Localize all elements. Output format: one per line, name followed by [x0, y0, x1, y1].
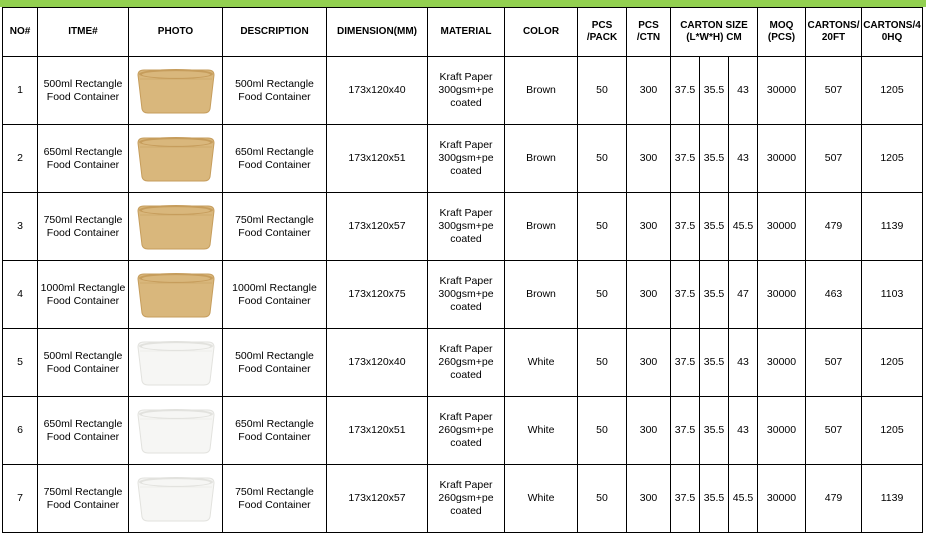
table-row [3, 261, 923, 329]
item-name-cell: 1000ml Rectangle Food Container [38, 261, 129, 329]
pcs-pack-cell: 50 [578, 193, 627, 261]
table-row [3, 193, 923, 261]
carton-height-cell: 43 [729, 329, 758, 397]
row-number-cell: 6 [3, 397, 38, 465]
description-cell: 650ml Rectangle Food Container [223, 125, 327, 193]
cartons-20ft-cell: 479 [806, 465, 862, 533]
food-container-image [129, 261, 222, 328]
cartons-20ft-cell: 507 [806, 329, 862, 397]
header-cartons-20ft: CARTONS/ 20FT [806, 8, 862, 57]
pcs-pack-cell: 50 [578, 465, 627, 533]
cartons-20ft-cell: 479 [806, 193, 862, 261]
moq-cell: 30000 [758, 397, 806, 465]
description-cell: 500ml Rectangle Food Container [223, 329, 327, 397]
description-cell: 500ml Rectangle Food Container [223, 57, 327, 125]
pcs-pack-cell: 50 [578, 125, 627, 193]
food-container-image [129, 193, 222, 260]
header-material: MATERIAL [428, 8, 505, 57]
dimension-cell: 173x120x51 [327, 397, 428, 465]
dimension-cell: 173x120x75 [327, 261, 428, 329]
row-number-cell: 1 [3, 57, 38, 125]
color-cell: White [505, 465, 578, 533]
carton-width-cell: 35.5 [700, 57, 729, 125]
color-cell: White [505, 397, 578, 465]
color-cell: Brown [505, 261, 578, 329]
pcs-pack-cell: 50 [578, 397, 627, 465]
item-name-cell: 500ml Rectangle Food Container [38, 329, 129, 397]
pcs-ctn-cell: 300 [627, 329, 671, 397]
cartons-40hq-cell: 1205 [862, 57, 923, 125]
carton-height-cell: 43 [729, 125, 758, 193]
material-cell: Kraft Paper 300gsm+pe coated [428, 57, 505, 125]
photo-cell [129, 465, 223, 533]
cartons-20ft-cell: 463 [806, 261, 862, 329]
food-container-image [129, 397, 222, 464]
moq-cell: 30000 [758, 329, 806, 397]
header-moq: MOQ (PCS) [758, 8, 806, 57]
top-accent-bar [0, 0, 926, 7]
carton-width-cell: 35.5 [700, 465, 729, 533]
header-description: DESCRIPTION [223, 8, 327, 57]
food-container-image [129, 329, 222, 396]
carton-width-cell: 35.5 [700, 329, 729, 397]
carton-length-cell: 37.5 [671, 329, 700, 397]
food-container-image [129, 125, 222, 192]
pcs-ctn-cell: 300 [627, 57, 671, 125]
cartons-40hq-cell: 1139 [862, 193, 923, 261]
photo-cell [129, 329, 223, 397]
table-row [3, 329, 923, 397]
pcs-ctn-cell: 300 [627, 125, 671, 193]
table-row [3, 125, 923, 193]
color-cell: Brown [505, 57, 578, 125]
cartons-20ft-cell: 507 [806, 125, 862, 193]
table-row [3, 57, 923, 125]
dimension-cell: 173x120x57 [327, 193, 428, 261]
item-name-cell: 750ml Rectangle Food Container [38, 465, 129, 533]
moq-cell: 30000 [758, 465, 806, 533]
carton-length-cell: 37.5 [671, 193, 700, 261]
row-number-cell: 3 [3, 193, 38, 261]
food-container-image [129, 465, 222, 532]
material-cell: Kraft Paper 300gsm+pe coated [428, 125, 505, 193]
header-photo: PHOTO [129, 8, 223, 57]
pcs-pack-cell: 50 [578, 261, 627, 329]
header-color: COLOR [505, 8, 578, 57]
carton-length-cell: 37.5 [671, 57, 700, 125]
dimension-cell: 173x120x51 [327, 125, 428, 193]
moq-cell: 30000 [758, 261, 806, 329]
header-no: NO# [3, 8, 38, 57]
photo-cell [129, 125, 223, 193]
photo-cell [129, 397, 223, 465]
carton-height-cell: 45.5 [729, 465, 758, 533]
material-cell: Kraft Paper 260gsm+pe coated [428, 397, 505, 465]
color-cell: Brown [505, 193, 578, 261]
pcs-ctn-cell: 300 [627, 397, 671, 465]
cartons-40hq-cell: 1205 [862, 125, 923, 193]
header-dimension: DIMENSION(MM) [327, 8, 428, 57]
material-cell: Kraft Paper 260gsm+pe coated [428, 329, 505, 397]
header-item: ITME# [38, 8, 129, 57]
moq-cell: 30000 [758, 57, 806, 125]
carton-length-cell: 37.5 [671, 125, 700, 193]
row-number-cell: 2 [3, 125, 38, 193]
row-number-cell: 4 [3, 261, 38, 329]
cartons-40hq-cell: 1205 [862, 329, 923, 397]
row-number-cell: 7 [3, 465, 38, 533]
item-name-cell: 650ml Rectangle Food Container [38, 125, 129, 193]
cartons-20ft-cell: 507 [806, 57, 862, 125]
dimension-cell: 173x120x57 [327, 465, 428, 533]
pcs-ctn-cell: 300 [627, 193, 671, 261]
pcs-ctn-cell: 300 [627, 261, 671, 329]
carton-width-cell: 35.5 [700, 397, 729, 465]
pcs-pack-cell: 50 [578, 57, 627, 125]
photo-cell [129, 57, 223, 125]
header-row [3, 8, 923, 57]
product-spec-table [2, 7, 923, 533]
material-cell: Kraft Paper 300gsm+pe coated [428, 193, 505, 261]
color-cell: White [505, 329, 578, 397]
carton-length-cell: 37.5 [671, 465, 700, 533]
description-cell: 650ml Rectangle Food Container [223, 397, 327, 465]
moq-cell: 30000 [758, 125, 806, 193]
table-row [3, 397, 923, 465]
food-container-image [129, 57, 222, 124]
item-name-cell: 650ml Rectangle Food Container [38, 397, 129, 465]
material-cell: Kraft Paper 300gsm+pe coated [428, 261, 505, 329]
pcs-pack-cell: 50 [578, 329, 627, 397]
cartons-20ft-cell: 507 [806, 397, 862, 465]
moq-cell: 30000 [758, 193, 806, 261]
header-carton-size: CARTON SIZE (L*W*H) CM [671, 8, 758, 57]
row-number-cell: 5 [3, 329, 38, 397]
item-name-cell: 500ml Rectangle Food Container [38, 57, 129, 125]
color-cell: Brown [505, 125, 578, 193]
pcs-ctn-cell: 300 [627, 465, 671, 533]
carton-height-cell: 43 [729, 397, 758, 465]
carton-height-cell: 47 [729, 261, 758, 329]
material-cell: Kraft Paper 260gsm+pe coated [428, 465, 505, 533]
carton-height-cell: 43 [729, 57, 758, 125]
item-name-cell: 750ml Rectangle Food Container [38, 193, 129, 261]
header-cartons-40hq: CARTONS/4 0HQ [862, 8, 923, 57]
carton-width-cell: 35.5 [700, 261, 729, 329]
carton-width-cell: 35.5 [700, 193, 729, 261]
header-pcs-pack: PCS /PACK [578, 8, 627, 57]
dimension-cell: 173x120x40 [327, 57, 428, 125]
carton-length-cell: 37.5 [671, 261, 700, 329]
cartons-40hq-cell: 1103 [862, 261, 923, 329]
cartons-40hq-cell: 1205 [862, 397, 923, 465]
carton-length-cell: 37.5 [671, 397, 700, 465]
description-cell: 750ml Rectangle Food Container [223, 465, 327, 533]
carton-width-cell: 35.5 [700, 125, 729, 193]
photo-cell [129, 261, 223, 329]
dimension-cell: 173x120x40 [327, 329, 428, 397]
table-row [3, 465, 923, 533]
photo-cell [129, 193, 223, 261]
description-cell: 1000ml Rectangle Food Container [223, 261, 327, 329]
description-cell: 750ml Rectangle Food Container [223, 193, 327, 261]
carton-height-cell: 45.5 [729, 193, 758, 261]
cartons-40hq-cell: 1139 [862, 465, 923, 533]
header-pcs-ctn: PCS /CTN [627, 8, 671, 57]
